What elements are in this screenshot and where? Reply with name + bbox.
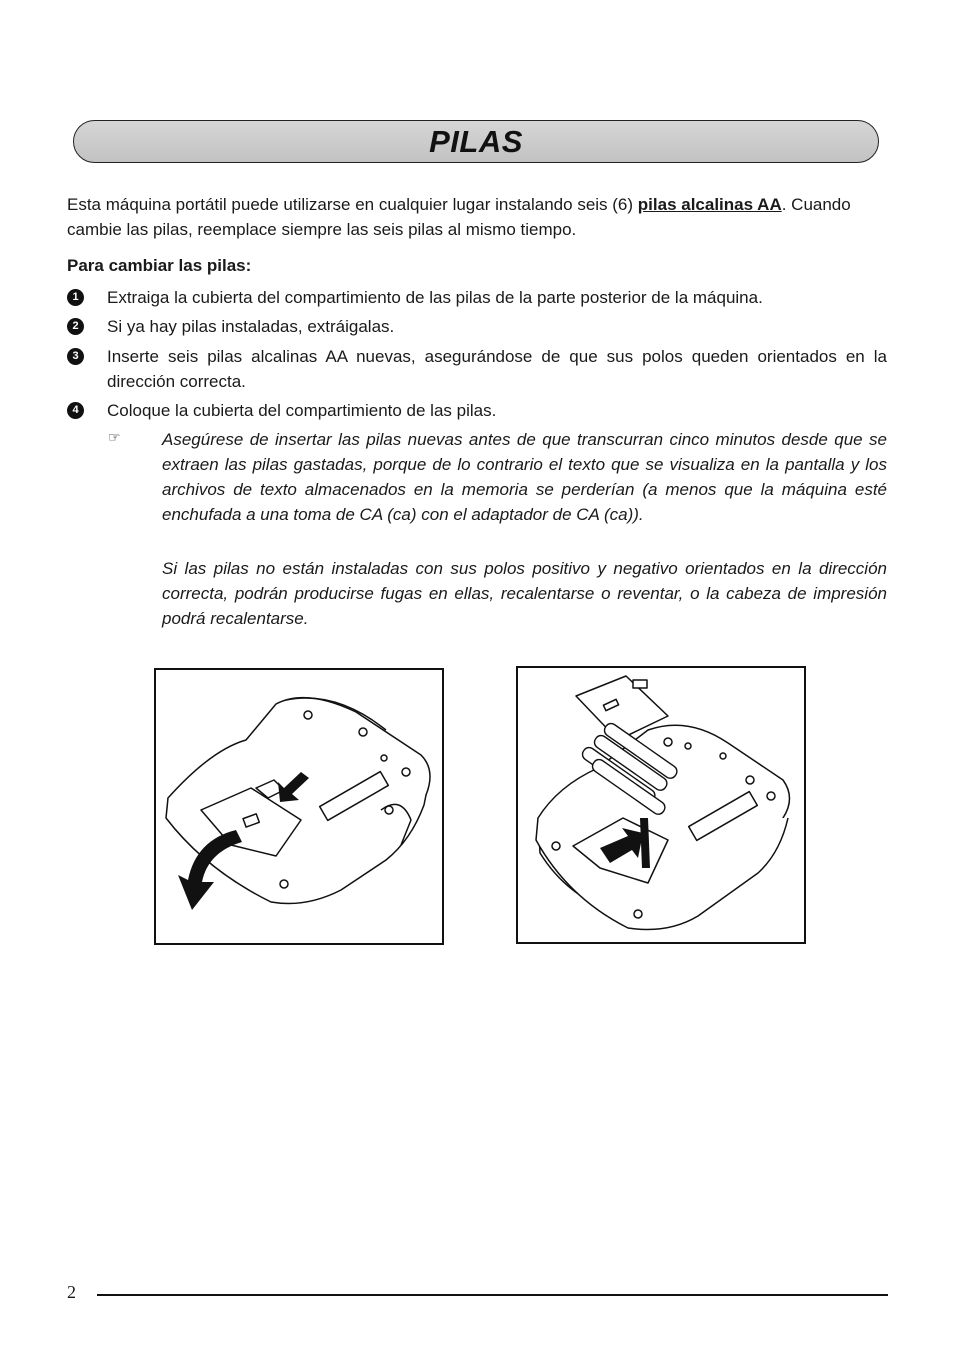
step-text: Extraiga la cubierta del compartimiento de las pilas de la parte posterior de la máquina.	[107, 288, 763, 307]
step-number-badge: 1	[67, 289, 84, 306]
step-3	[67, 344, 887, 394]
step-number-badge: 2	[67, 318, 84, 335]
step-text: Si ya hay pilas instaladas, extráigalas.	[107, 317, 395, 336]
step-number-badge: 3	[67, 348, 84, 365]
title-banner	[73, 120, 879, 163]
intro-text-start: Esta máquina portátil puede utilizarse en cualquier lugar instalando seis (6)	[67, 195, 638, 214]
footer-rule	[97, 1294, 888, 1296]
illustration-remove-cover	[156, 670, 442, 943]
step-text: Inserte seis pilas alcalinas AA nuevas, asegurándose de que sus polos queden orientados en la dirección correcta.	[107, 347, 887, 391]
figure-insert-batteries	[516, 666, 806, 944]
step-text: Coloque la cubierta del compartimiento de las pilas.	[107, 401, 497, 420]
subheading: Para cambiar las pilas:	[67, 256, 252, 275]
step-4	[67, 398, 887, 423]
note-paragraph-1: Asegúrese de insertar las pilas nuevas antes de que transcurran cinco minutos desde que se extraen las pilas gastadas, porque de lo contrario el texto que se visualiza en la pantalla y los archivos de texto almacenados en la memoria se perderían (a menos que la máquina esté enchufada a una toma de CA (ca) con el adaptador de CA (ca)).	[162, 430, 887, 524]
illustration-insert-batteries	[518, 668, 804, 942]
note-paragraph-2: Si las pilas no están instaladas con sus polos positivo y negativo orientados en la dirección correcta, podrán producirse fugas en ellas, recalentarse o reventar, o la cabeza de impresión podrá recalentarse.	[162, 559, 887, 628]
intro-paragraph	[67, 192, 887, 242]
step-1	[67, 285, 887, 310]
pointing-hand-icon: ☞	[108, 429, 121, 445]
intro-bold-term: pilas alcalinas AA	[637, 195, 782, 214]
page-number: 2	[67, 1282, 76, 1302]
step-number-badge: 4	[67, 402, 84, 419]
page-title: PILAS	[429, 123, 523, 159]
figure-remove-cover	[154, 668, 444, 945]
intro-text-end: . Cuando cambie las pilas, reemplace siempre las seis pilas al mismo tiempo.	[67, 195, 851, 239]
step-2	[67, 314, 887, 339]
